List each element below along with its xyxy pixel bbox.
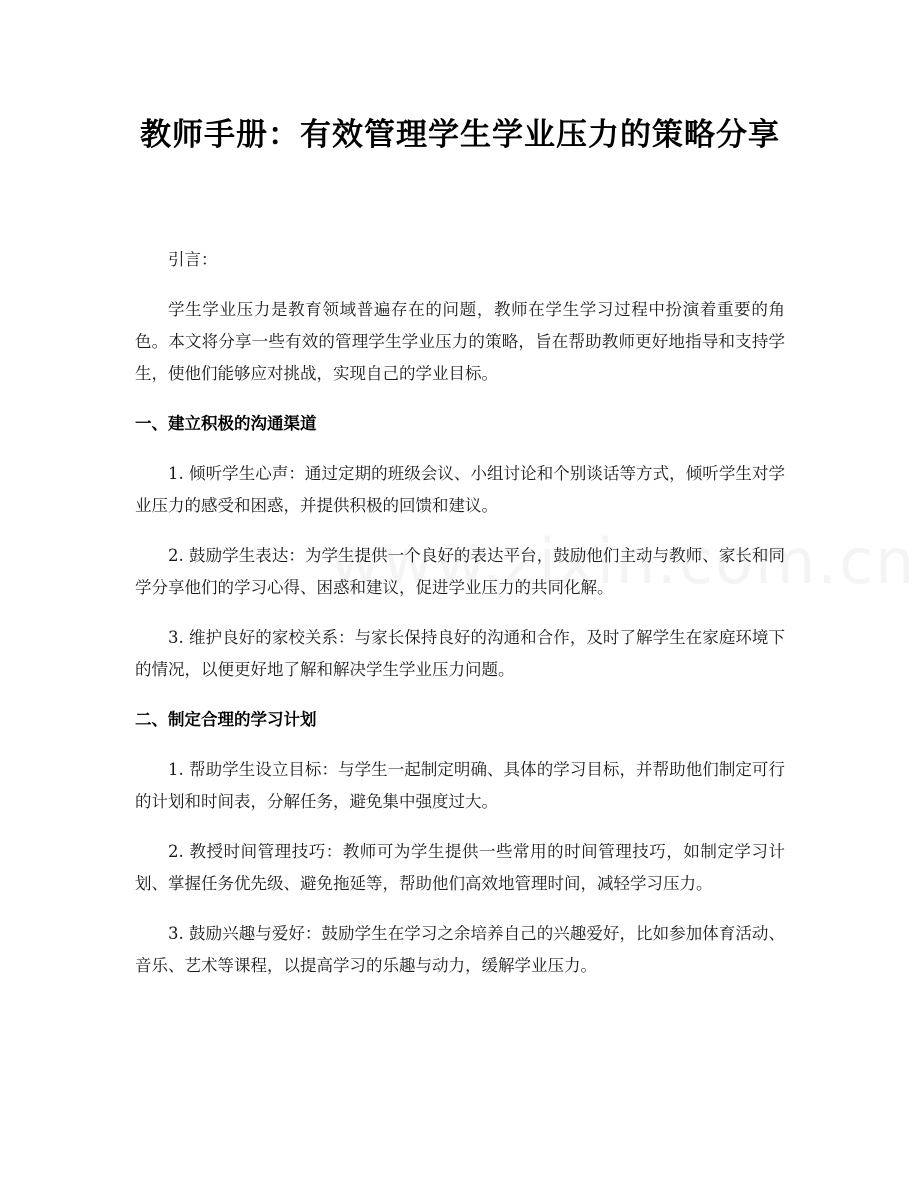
intro-label: 引言： <box>168 250 218 269</box>
section-1-item-1: 1. 倾听学生心声：通过定期的班级会议、小组讨论和个别谈话等方式，倾听学生对学业压力的感受和困惑，并提供积极的回馈和建议。 <box>135 464 785 515</box>
document-title: 教师手册：有效管理学生学业压力的策略分享 <box>140 117 780 153</box>
intro-paragraph: 学生学业压力是教育领域普遍存在的问题，教师在学生学习过程中扮演着重要的角色。本文将分享一些有效的管理学生学业压力的策略，旨在帮助教师更好地指导和支持学生，使他们能够应对挑战，实现自己的学业目标。 <box>135 300 785 383</box>
section-2-item-3: 3. 鼓励兴趣与爱好：鼓励学生在学习之余培养自己的兴趣爱好，比如参加体育活动、音乐、艺术等课程，以提高学习的乐趣与动力，缓解学业压力。 <box>135 924 785 975</box>
section-2-item-1: 1. 帮助学生设立目标：与学生一起制定明确、具体的学习目标，并帮助他们制定可行的计划和时间表，分解任务，避免集中强度过大。 <box>135 760 785 811</box>
document-body <box>135 244 785 1000</box>
section-2-item-2: 2. 教授时间管理技巧：教师可为学生提供一些常用的时间管理技巧，如制定学习计划、掌握任务优先级、避免拖延等，帮助他们高效地管理时间，减轻学习压力。 <box>135 842 785 893</box>
section-1-item-2: 2. 鼓励学生表达：为学生提供一个良好的表达平台，鼓励他们主动与教师、家长和同学分享他们的学习心得、困惑和建议，促进学业压力的共同化解。 <box>135 546 785 597</box>
section-heading-2: 二、制定合理的学习计划 <box>135 710 317 729</box>
section-heading-1: 一、建立积极的沟通渠道 <box>135 414 317 433</box>
section-1-item-3: 3. 维护良好的家校关系：与家长保持良好的沟通和合作，及时了解学生在家庭环境下的情况，以便更好地了解和解决学生学业压力问题。 <box>135 628 785 679</box>
